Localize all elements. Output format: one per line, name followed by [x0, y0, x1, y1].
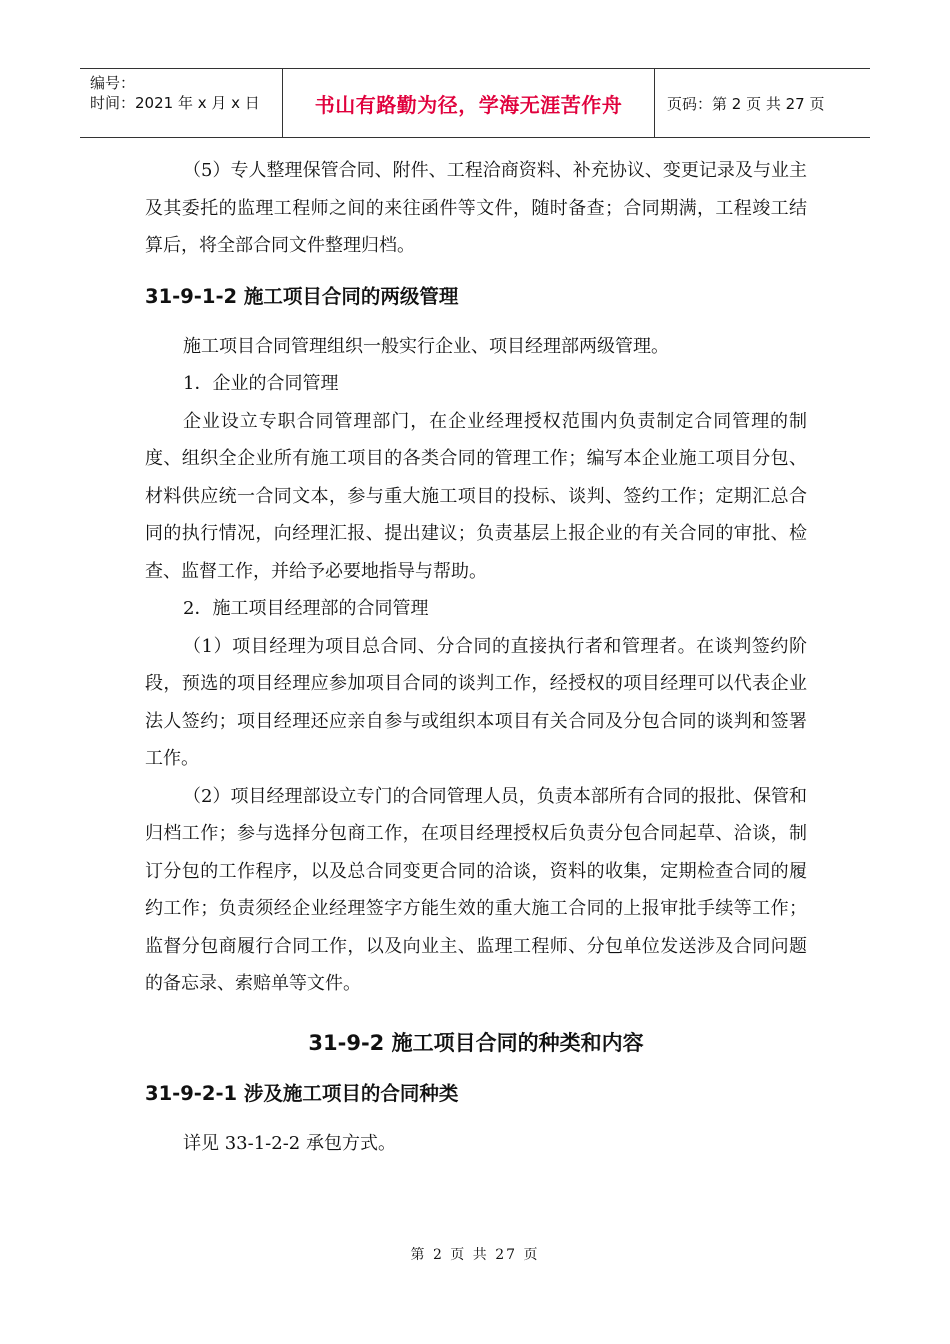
page-info-text: 页码：第 2 页 共 27 页	[667, 94, 825, 113]
paragraph-project-manager-role: （1）项目经理为项目总合同、分合同的直接执行者和管理者。在谈判签约阶段，预选的项目经理应参加项目合同的谈判工作，经授权的项目经理可以代表企业法人签约；项目经理还应亲自参与或组织本项目有关合同及分包合同的谈判和签署工作。	[145, 635, 807, 769]
section-heading-two-level-management: 31-9-1-2 施工项目合同的两级管理	[145, 284, 459, 308]
header-motto-cell	[282, 69, 655, 137]
document-time: 时间：2021 年 x 月 x 日	[90, 94, 260, 112]
list-item-enterprise-management: 1．企业的合同管理	[183, 373, 339, 394]
document-number-label: 编号：	[90, 74, 136, 92]
paragraph-two-level-intro: 施工项目合同管理组织一般实行企业、项目经理部两级管理。	[183, 335, 669, 357]
paragraph-enterprise-management: 企业设立专职合同管理部门，在企业经理授权范围内负责制定合同管理的制度、组织全企业所有施工项目的各类合同的管理工作；编写本企业施工项目分包、材料供应统一合同文本，参与重大施工项目的投标、谈判、签约工作；定期汇总合同的执行情况，向经理汇报、提出建议；负责基层上报企业的有关合同的审批、检查、监督工作，并给予必要地指导与帮助。	[145, 410, 807, 582]
list-item-project-department-management: 2．施工项目经理部的合同管理	[183, 598, 429, 619]
chapter-heading-contract-types: 31-9-2 施工项目合同的种类和内容	[308, 1030, 644, 1055]
document-body	[145, 152, 807, 1162]
paragraph-contract-staff-role: （2）项目经理部设立专门的合同管理人员，负责本部所有合同的报批、保管和归档工作；参与选择分包商工作，在项目经理授权后负责分包合同起草、洽谈，制订分包的工作程序，以及总合同变更合同的洽谈，资料的收集，定期检查合同的履约工作；负责须经企业经理签字方能生效的重大施工合同的上报审批手续等工作；监督分包商履行合同工作，以及向业主、监理工程师、分包单位发送涉及合同问题的备忘录、索赔单等文件。	[145, 785, 807, 994]
page-footer: 第 2 页 共 27 页	[410, 1247, 540, 1263]
section-heading-contract-types: 31-9-2-1 涉及施工项目的合同种类	[145, 1081, 459, 1105]
motto-text: 书山有路勤为径，学海无涯苦作舟	[314, 92, 623, 117]
document-header	[80, 68, 870, 138]
header-meta	[80, 69, 282, 137]
header-page-info	[655, 69, 870, 137]
paragraph-see-reference: 详见 33-1-2-2 承包方式。	[183, 1132, 396, 1154]
paragraph-contract-archiving: （5）专人整理保管合同、附件、工程洽商资料、补充协议、变更记录及与业主及其委托的监理工程师之间的来往函件等文件，随时备查；合同期满，工程竣工结算后，将全部合同文件整理归档。	[145, 160, 807, 256]
